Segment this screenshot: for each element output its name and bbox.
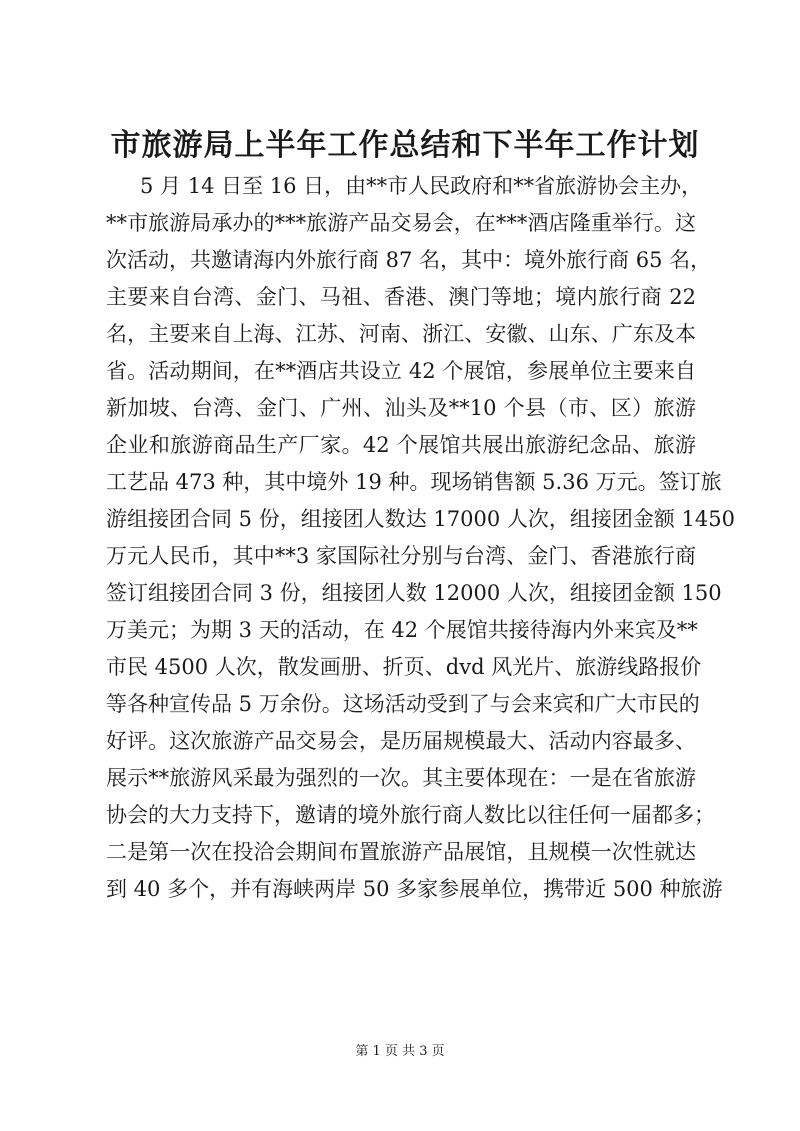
paragraph-line: 工艺品 473 种，其中境外 19 种。现场销售额 5.36 万元。签订旅 xyxy=(106,470,722,494)
paragraph-line: 名，主要来自上海、江苏、河南、浙江、安徽、山东、广东及本 xyxy=(106,322,696,346)
page-footer: 第 1 页 共 3 页 xyxy=(355,1044,445,1059)
paragraph-line: 展示**旅游风采最为强烈的一次。其主要体现在：一是在省旅游 xyxy=(106,766,696,790)
paragraph-line: 协会的大力支持下，邀请的境外旅行商人数比以往任何一届都多； xyxy=(106,803,715,827)
paragraph-line: 二是第一次在投洽会期间布置旅游产品展馆，且规模一次性就达 xyxy=(106,840,696,864)
paragraph-line: 次活动，共邀请海内外旅行商 87 名，其中：境外旅行商 65 名， xyxy=(106,248,712,272)
paragraph-line: **市旅游局承办的***旅游产品交易会，在***酒店隆重举行。这 xyxy=(106,211,696,235)
paragraph-line: 省。活动期间，在**酒店共设立 42 个展馆，参展单位主要来自 xyxy=(106,359,696,383)
document-body xyxy=(106,168,735,908)
paragraph-line: 等各种宣传品 5 万余份。这场活动受到了与会来宾和广大市民的 xyxy=(106,692,700,716)
paragraph-line: 企业和旅游商品生产厂家。42 个展馆共展出旅游纪念品、旅游 xyxy=(106,433,696,457)
paragraph-line: 好评。这次旅游产品交易会，是历届规模最大、活动内容最多、 xyxy=(106,729,696,753)
paragraph-line: 5 月 14 日至 16 日，由**市人民政府和**省旅游协会主办， xyxy=(140,174,703,198)
paragraph-line: 游组接团合同 5 份，组接团人数达 17000 人次，组接团金额 1450 xyxy=(106,507,735,531)
document-title: 市旅游局上半年工作总结和下半年工作计划 xyxy=(110,128,700,163)
paragraph-line: 新加坡、台湾、金门、广州、汕头及**10 个县（市、区）旅游 xyxy=(106,396,696,420)
paragraph-line: 主要来自台湾、金门、马祖、香港、澳门等地；境内旅行商 22 xyxy=(106,285,696,309)
paragraph-line: 万美元；为期 3 天的活动，在 42 个展馆共接待海内外来宾及** xyxy=(106,618,698,642)
paragraph-line: 签订组接团合同 3 份，组接团人数 12000 人次，组接团金额 150 xyxy=(106,581,722,605)
paragraph-line: 市民 4500 人次，散发画册、折页、dvd 风光片、旅游线路报价 xyxy=(106,655,702,679)
paragraph-line: 到 40 多个，并有海峡两岸 50 多家参展单位，携带近 500 种旅游 xyxy=(106,877,723,901)
paragraph-line: 万元人民币，其中**3 家国际社分别与台湾、金门、香港旅行商 xyxy=(106,544,696,568)
